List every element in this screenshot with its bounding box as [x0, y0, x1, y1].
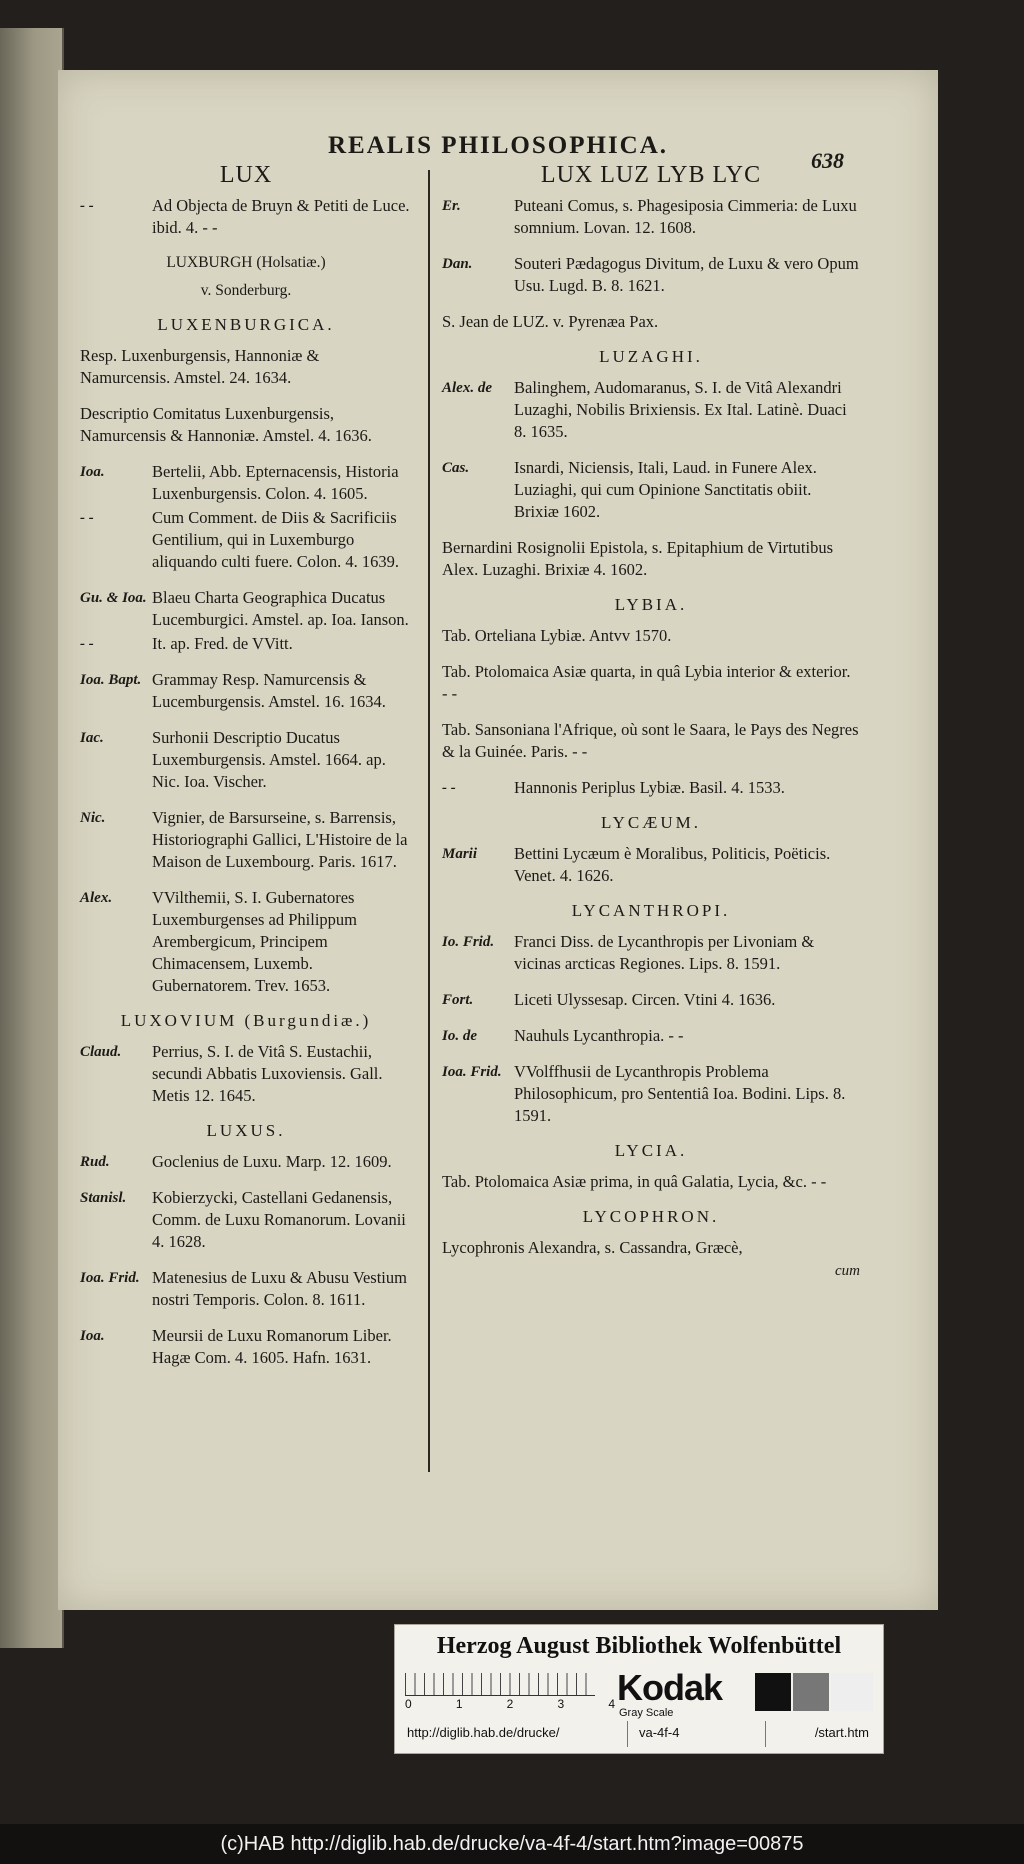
list-item [80, 1267, 412, 1311]
entry-label: Gu. & Ioa. [80, 590, 147, 606]
entry-label: - - [80, 510, 94, 526]
entry-text: Liceti Ulyssesap. Circen. Vtini 4. 1636. [514, 990, 776, 1009]
entry-label: Io. de [442, 1028, 477, 1044]
entry-label: Claud. [80, 1044, 122, 1060]
section-title: LYCIA. [614, 1141, 688, 1160]
list-item [80, 1041, 412, 1107]
list-item [80, 507, 412, 573]
entry-label: Alex. de [442, 380, 492, 396]
entry-label: Nic. [80, 810, 106, 826]
section-title: LYCANTHROPI. [571, 901, 731, 920]
entry-label: Ioa. Bapt. [80, 672, 142, 688]
book-page [58, 70, 938, 1610]
section-title: LYCÆUM. [600, 813, 702, 832]
list-item [442, 843, 860, 887]
left-column-head: LUX [219, 162, 273, 188]
entry-text: Goclenius de Luxu. Marp. 12. 1609. [152, 1152, 392, 1171]
entry-label: - - [80, 636, 94, 652]
entry-text: Franci Diss. de Lycanthropis per Livoniam & vicinas arcticas Regiones. Lips. 8. 1591. [514, 932, 815, 973]
entry-label: Io. Frid. [442, 934, 495, 950]
right-column [442, 162, 860, 1280]
entry-text: VVilthemii, S. I. Gubernatores Luxemburgenses ad Philippum Arembergicum, Principem Chimacensem, Luxemb. Gubernatorem. Trev. 1653. [152, 888, 358, 995]
entry-label: Ioa. Frid. [442, 1064, 502, 1080]
entry-text: Puteani Comus, s. Phagesiposia Cimmeria: de Luxu somnium. Lovan. 12. 1608. [514, 196, 857, 237]
entry-label: Iac. [80, 730, 104, 746]
entry-text: Perrius, S. I. de Vitâ S. Eustachii, secundi Abbatis Luxoviensis. Gall. Metis 12. 1645. [152, 1042, 383, 1105]
reference-url: http://diglib.hab.de/drucke/ [407, 1725, 560, 1740]
copyright-caption: (c)HAB http://diglib.hab.de/drucke/va-4f-4/start.htm?image=00875 [0, 1824, 1024, 1864]
entry-text: VVolffhusii de Lycanthropis Problema Philosophicum, pro Sententiâ Ioa. Bodini. Lips. 8. 1591. [514, 1062, 846, 1125]
entry-text: Tab. Ptolomaica Asiæ prima, in quâ Galatia, Lycia, &c. - - [442, 1172, 827, 1191]
list-item [80, 1151, 412, 1173]
list-item [442, 1061, 860, 1127]
list-item [80, 587, 412, 631]
list-item [80, 403, 412, 447]
reference-code: va-4f-4 [639, 1725, 680, 1740]
entry-text: Surhonii Descriptio Ducatus Luxemburgensis. Amstel. 1664. ap. Nic. Ioa. Vischer. [152, 728, 386, 791]
entry-label: Dan. [442, 256, 473, 272]
entry-label: Rud. [80, 1154, 110, 1170]
entry-text: Cum Comment. de Diis & Sacrificiis Gentilium, qui in Luxemburgo aliquando culti fuere. Colon. 4. 1639. [152, 508, 399, 571]
entry-text: Tab. Ptolomaica Asiæ quarta, in quâ Lybia interior & exterior. - - [442, 662, 851, 703]
entry-label: Alex. [80, 890, 113, 906]
section-title: LUZAGHI. [599, 347, 703, 366]
list-item [442, 311, 860, 333]
facing-page-edge [0, 28, 64, 1648]
entry-text: Nauhuls Lycanthropia. - - [514, 1026, 684, 1045]
entry-label: Ioa. [80, 1328, 105, 1344]
list-item [442, 195, 860, 239]
list-item [80, 887, 412, 997]
entry-text: Descriptio Comitatus Luxenburgensis, Namurcensis & Hannoniæ. Amstel. 4. 1636. [80, 404, 372, 445]
section-title: LYBIA. [614, 595, 688, 614]
list-item [442, 625, 860, 647]
entry-text: Matenesius de Luxu & Abusu Vestium nostri Temporis. Colon. 8. 1611. [152, 1268, 407, 1309]
entry-text: It. ap. Fred. de VVitt. [152, 634, 293, 653]
ruler-number: 3 [557, 1697, 565, 1711]
entry-text: Souteri Pædagogus Divitum, de Luxu & vero Opum Usu. Lugd. B. 8. 1621. [514, 254, 859, 295]
column-divider [428, 170, 430, 1472]
list-item [442, 989, 860, 1011]
list-item [442, 377, 860, 443]
list-item [80, 345, 412, 389]
ruler-number: 4 [608, 1697, 615, 1711]
cross-reference: v. Sonderburg. [200, 282, 292, 299]
section-title: LUXOVIUM (Burgundiæ.) [120, 1011, 372, 1030]
card-separator [765, 1721, 766, 1747]
entry-text: Bettini Lycæum è Moralibus, Politicis, Poëticis. Venet. 4. 1626. [514, 844, 831, 885]
entry-text: Hannonis Periplus Lybiæ. Basil. 4. 1533. [514, 778, 785, 797]
entry-text: Bernardini Rosignolii Epistola, s. Epitaphium de Virtutibus Alex. Luzaghi. Brixiæ 4. 1602. [442, 538, 834, 579]
list-item [80, 195, 412, 239]
entry-label: Fort. [442, 992, 474, 1008]
left-column [80, 162, 412, 1383]
entry-label: Ioa. [80, 464, 105, 480]
list-item [442, 931, 860, 975]
section-title: LUXENBURGICA. [157, 315, 335, 334]
entry-label: Er. [442, 198, 461, 214]
page-number: 638 [811, 148, 844, 173]
list-item [442, 719, 860, 763]
list-item [80, 727, 412, 793]
entry-label: - - [442, 780, 456, 796]
list-item [442, 777, 860, 799]
gray-swatch-mid [793, 1673, 829, 1711]
list-item [442, 253, 860, 297]
entry-text: Lycophronis Alexandra, s. Cassandra, Græcè, [442, 1238, 743, 1257]
entry-text: Balinghem, Audomaranus, S. I. de Vitâ Alexandri Luzaghi, Nobilis Brixiensis. Ex Ital. Latinè. Duaci 8. 1635. [514, 378, 847, 441]
list-item [442, 1237, 860, 1259]
section-title: LUXUS. [206, 1121, 286, 1140]
reference-tail: /start.htm [814, 1725, 869, 1740]
ruler-number: 2 [506, 1697, 514, 1711]
section-title: LYCOPHRON. [582, 1207, 720, 1226]
list-item [442, 1171, 860, 1193]
list-item [80, 1187, 412, 1253]
entry-label: Marii [442, 846, 478, 862]
list-item [442, 1025, 860, 1047]
entry-text: Isnardi, Niciensis, Itali, Laud. in Funere Alex. Luziaghi, qui cum Opinione Sanctitatis obiit. Brixiæ 1602. [514, 458, 817, 521]
entry-text: Blaeu Charta Geographica Ducatus Lucemburgici. Amstel. ap. Ioa. Ianson. [152, 588, 409, 629]
entry-text: Bertelii, Abb. Epternacensis, Historia Luxenburgensis. Colon. 4. 1605. [152, 462, 399, 503]
gray-scale-label: Gray Scale [619, 1707, 674, 1719]
ruler-number: 0 [405, 1697, 412, 1711]
running-head: REALIS PHILOSOPHICA. [327, 132, 669, 159]
list-item [80, 1325, 412, 1369]
list-item [442, 537, 860, 581]
right-column-head: LUX LUZ LYB LYC [540, 162, 762, 188]
gray-swatch-black [755, 1673, 791, 1711]
list-item [442, 661, 860, 705]
entry-text: Ad Objecta de Bruyn & Petiti de Luce. ibid. 4. - - [152, 196, 410, 237]
section-title: LUXBURGH (Holsatiæ.) [166, 254, 326, 271]
list-item [80, 669, 412, 713]
list-item [80, 807, 412, 873]
entry-text: Kobierzycki, Castellani Gedanensis, Comm. de Luxu Romanorum. Lovanii 4. 1628. [152, 1188, 406, 1251]
entry-text: S. Jean de LUZ. v. Pyrenæa Pax. [442, 312, 659, 331]
library-name: Herzog August Bibliothek Wolfenbüttel [436, 1633, 842, 1659]
list-item [80, 461, 412, 505]
entry-label: - - [80, 198, 94, 214]
entry-text: Meursii de Luxu Romanorum Liber. Hagæ Com. 4. 1605. Hafn. 1631. [152, 1326, 392, 1367]
ruler-number: 1 [455, 1697, 463, 1711]
ruler-numbers [405, 1697, 615, 1711]
library-reference-card [394, 1624, 884, 1754]
entry-label: Stanisl. [80, 1190, 127, 1206]
entry-label: Ioa. Frid. [80, 1270, 140, 1286]
gray-swatch-white [831, 1673, 873, 1711]
list-item [442, 457, 860, 523]
kodak-brand: Kodak [617, 1667, 723, 1708]
card-separator [627, 1721, 628, 1747]
entry-label: Cas. [442, 460, 470, 476]
entry-text: Tab. Sansoniana l'Afrique, où sont le Saara, le Pays des Negres & la Guinée. Paris. - - [442, 720, 859, 761]
entry-text: Vignier, de Barsurseine, s. Barrensis, Historiographi Gallici, L'Histoire de la Maison de Luxembourg. Paris. 1617. [152, 808, 408, 871]
catchword: cum [835, 1263, 860, 1279]
ruler [405, 1673, 595, 1696]
entry-text: Resp. Luxenburgensis, Hannoniæ & Namurcensis. Amstel. 24. 1634. [80, 346, 320, 387]
entry-text: Tab. Orteliana Lybiæ. Antvv 1570. [442, 626, 672, 645]
list-item [80, 633, 412, 655]
entry-text: Grammay Resp. Namurcensis & Lucemburgensis. Amstel. 16. 1634. [152, 670, 386, 711]
